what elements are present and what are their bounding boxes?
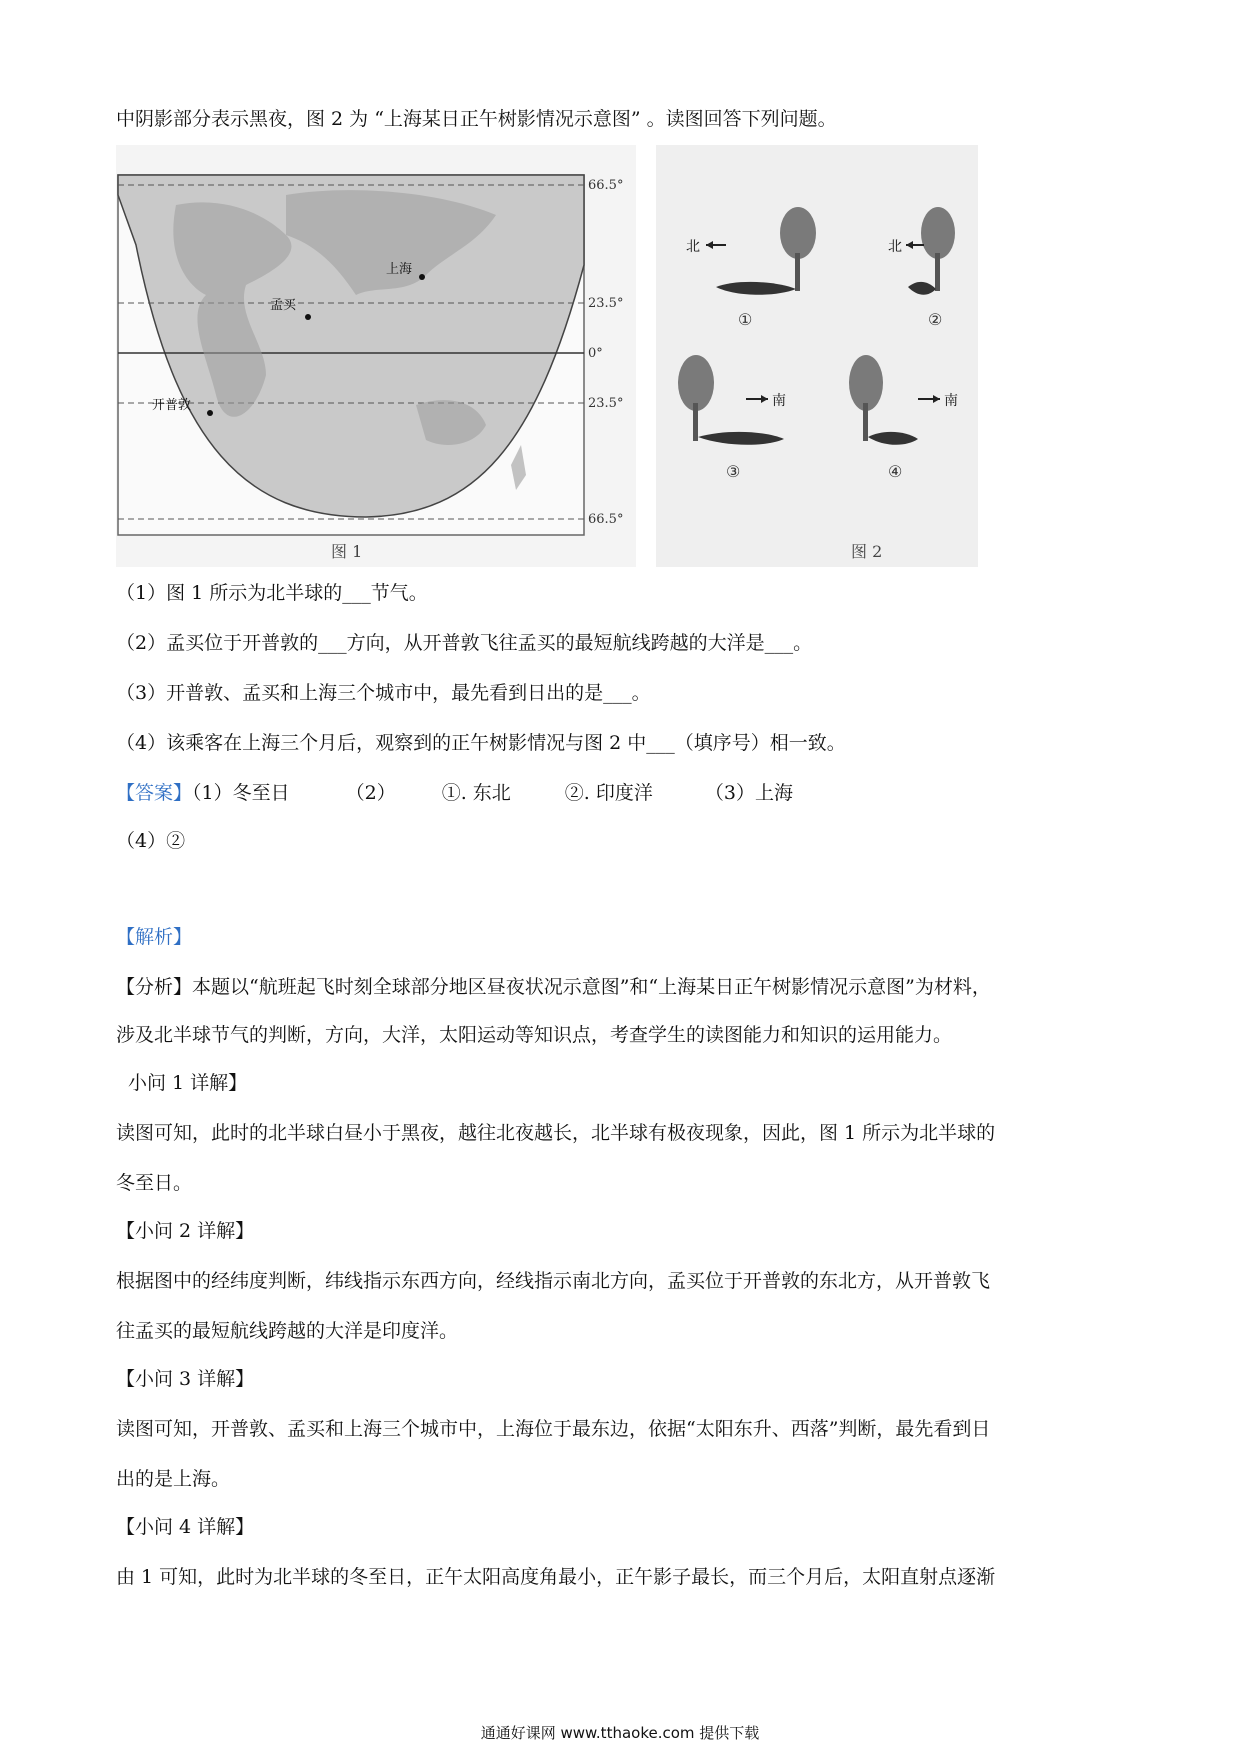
q3-heading: 【小问 3 详解】 <box>116 1368 255 1390</box>
answer-3: （3）上海 <box>704 782 793 804</box>
city-label-mumbai: 孟买 <box>270 298 297 313</box>
panel-number-4: ④ <box>888 462 903 481</box>
q1-heading: 小问 1 详解】 <box>128 1072 248 1094</box>
answer-2-part-1: ①. 东北 <box>441 782 511 804</box>
q1-line-2: 冬至日。 <box>116 1172 193 1194</box>
q2-line-1: 根据图中的经纬度判断，纬线指示东西方向，经线指示南北方向，孟买位于开普敦的东北方，从开普敦飞 <box>116 1270 991 1292</box>
q2-heading: 【小问 2 详解】 <box>116 1220 255 1242</box>
city-label-capetown: 开普敦 <box>152 398 192 413</box>
question-1: （1）图 1 所示为北半球的___节气。 <box>116 582 428 604</box>
south-label-4: 南 <box>944 393 958 409</box>
lat-label-3: 0° <box>588 346 603 361</box>
analysis-tag: 【解析】 <box>116 926 193 948</box>
answer-2-part-2: ②. 印度洋 <box>564 782 653 804</box>
analysis-fenxi-1: 【分析】本题以“航班起飞时刻全球部分地区昼夜状况示意图”和“上海某日正午树影情况示意图”为材料， <box>116 976 991 998</box>
city-label-shanghai: 上海 <box>386 262 413 277</box>
question-2: （2）孟买位于开普敦的___方向，从开普敦飞往孟买的最短航线跨越的大洋是___。 <box>116 632 813 654</box>
figure-1-caption: 图 1 <box>331 542 363 561</box>
figure-1-map <box>116 145 636 567</box>
q3-line-2: 出的是上海。 <box>116 1468 231 1490</box>
north-label-2: 北 <box>888 239 902 255</box>
figure-2-caption: 图 2 <box>851 542 883 561</box>
south-label-3: 南 <box>772 393 786 409</box>
lat-label-4: 23.5° <box>588 396 624 411</box>
figure-2-tree-shadows <box>656 145 978 567</box>
answer-line <box>116 780 793 806</box>
panel-number-3: ③ <box>726 462 741 481</box>
analysis-fenxi-2: 涉及北半球节气的判断，方向，大洋，太阳运动等知识点，考查学生的读图能力和知识的运用能力。 <box>116 1024 953 1046</box>
north-label-1: 北 <box>686 239 700 255</box>
intro-line: 中阴影部分表示黑夜，图 2 为 “上海某日正午树影情况示意图” 。读图回答下列问题。 <box>116 108 837 130</box>
answer-1: （1）冬至日 <box>192 782 290 804</box>
panel-number-2: ② <box>928 310 943 329</box>
q4-heading: 【小问 4 详解】 <box>116 1516 255 1538</box>
page-footer: 通通好课网 www.tthaoke.com 提供下载 <box>480 1724 760 1742</box>
q4-line-1: 由 1 可知，此时为北半球的冬至日，正午太阳高度角最小，正午影子最长，而三个月后，太阳直射点逐渐 <box>116 1566 996 1588</box>
answer-tag: 【答案】 <box>116 782 193 804</box>
lat-label-2: 23.5° <box>588 296 624 311</box>
q1-line-1: 读图可知，此时的北半球白昼小于黑夜，越往北夜越长，北半球有极夜现象，因此，图 1 所示为北半球的 <box>116 1122 996 1144</box>
panel-number-1: ① <box>738 310 753 329</box>
answer-2-label: （2） <box>345 782 396 804</box>
lat-label-1: 66.5° <box>588 178 624 193</box>
figure-area <box>116 145 978 567</box>
question-3: （3）开普敦、孟买和上海三个城市中，最先看到日出的是___。 <box>116 682 651 704</box>
question-4: （4）该乘客在上海三个月后，观察到的正午树影情况与图 2 中___（填序号）相一致。 <box>116 732 846 754</box>
q3-line-1: 读图可知，开普敦、孟买和上海三个城市中，上海位于最东边，依据“太阳东升、西落”判断，最先看到日 <box>116 1418 991 1440</box>
lat-label-5: 66.5° <box>588 512 624 527</box>
answer-4: （4）② <box>116 830 186 852</box>
q2-line-2: 往孟买的最短航线跨越的大洋是印度洋。 <box>116 1320 459 1342</box>
